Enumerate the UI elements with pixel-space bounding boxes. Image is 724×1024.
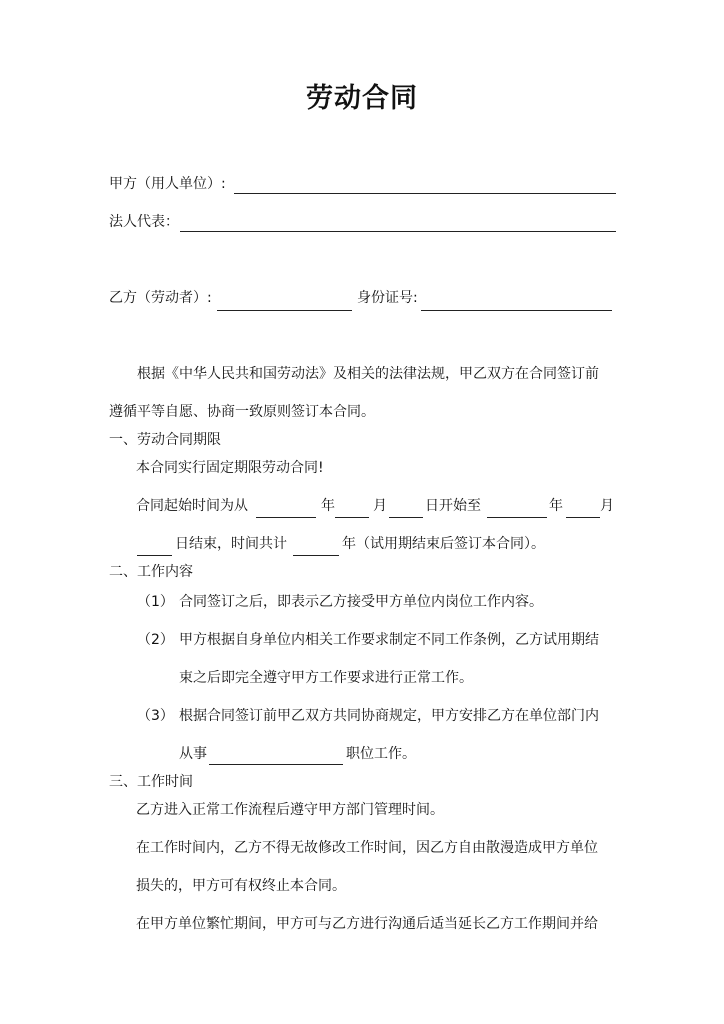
end-year-blank[interactable]	[487, 517, 547, 518]
term-year2-label: 年	[549, 498, 563, 514]
term-day-end-label: 日结束，时间共计	[175, 536, 287, 552]
intro-line-1: 根据《中华人民共和国劳动法》及相关的法律法规，甲乙双方在合同签订前	[137, 366, 599, 382]
section-1-heading: 一、劳动合同期限	[109, 432, 221, 448]
start-day-blank[interactable]	[389, 517, 423, 518]
section-3-line-3: 损失的，甲方可有权终止本合同。	[136, 878, 346, 894]
item-2-line-2: 束之后即完全遵守甲方工作要求进行正常工作。	[179, 670, 473, 686]
party-a-name-blank[interactable]	[234, 193, 616, 194]
item-1-number: （1）	[137, 594, 174, 610]
term-year-label: 年	[321, 498, 335, 514]
term-month2-label: 月	[600, 498, 614, 514]
legal-rep-blank[interactable]	[180, 231, 616, 232]
id-number-label: 身份证号:	[357, 290, 418, 306]
item-3-prefix: 从事	[179, 746, 207, 762]
end-day-blank[interactable]	[137, 555, 172, 556]
term-month-label: 月	[373, 498, 387, 514]
item-3-line-1: 根据合同签订前甲乙双方共同协商规定，甲方安排乙方在单位部门内	[179, 708, 599, 724]
term-year-suffix: 年（试用期结束后签订本合同）。	[342, 536, 545, 552]
legal-rep-label: 法人代表：	[109, 214, 179, 230]
section-3-line-4: 在甲方单位繁忙期间，甲方可与乙方进行沟通后适当延长乙方工作期间并给	[136, 916, 598, 932]
item-3-suffix: 职位工作。	[346, 746, 416, 762]
start-month-blank[interactable]	[335, 517, 369, 518]
section-3-heading: 三、工作时间	[109, 774, 193, 790]
intro-line-2: 遵循平等自愿、协商一致原则签订本合同。	[109, 404, 375, 420]
section-3-line-1: 乙方进入正常工作流程后遵守甲方部门管理时间。	[136, 802, 444, 818]
item-1-text: 合同签订之后，即表示乙方接受甲方单位内岗位工作内容。	[179, 594, 543, 610]
item-2-line-1: 甲方根据自身单位内相关工作要求制定不同工作条例，乙方试用期结	[179, 632, 599, 648]
start-year-blank[interactable]	[256, 517, 316, 518]
party-b-name-blank[interactable]	[217, 310, 352, 311]
position-blank[interactable]	[209, 764, 343, 765]
section-2-heading: 二、工作内容	[109, 564, 193, 580]
document-title: 劳动合同	[306, 83, 418, 114]
section-3-line-2: 在工作时间内，乙方不得无故修改工作时间，因乙方自由散漫造成甲方单位	[136, 840, 598, 856]
id-number-blank[interactable]	[421, 310, 612, 311]
section-1-line-1: 本合同实行固定期限劳动合同!	[136, 460, 324, 476]
party-b-label: 乙方（劳动者）:	[109, 290, 212, 306]
item-2-number: （2）	[137, 632, 174, 648]
term-day-start-label: 日开始至	[425, 498, 481, 514]
end-month-blank[interactable]	[566, 517, 600, 518]
party-a-label: 甲方（用人单位）:	[109, 176, 226, 192]
total-years-blank[interactable]	[293, 555, 339, 556]
item-3-number: （3）	[137, 708, 174, 724]
term-prefix: 合同起始时间为从	[136, 498, 248, 514]
